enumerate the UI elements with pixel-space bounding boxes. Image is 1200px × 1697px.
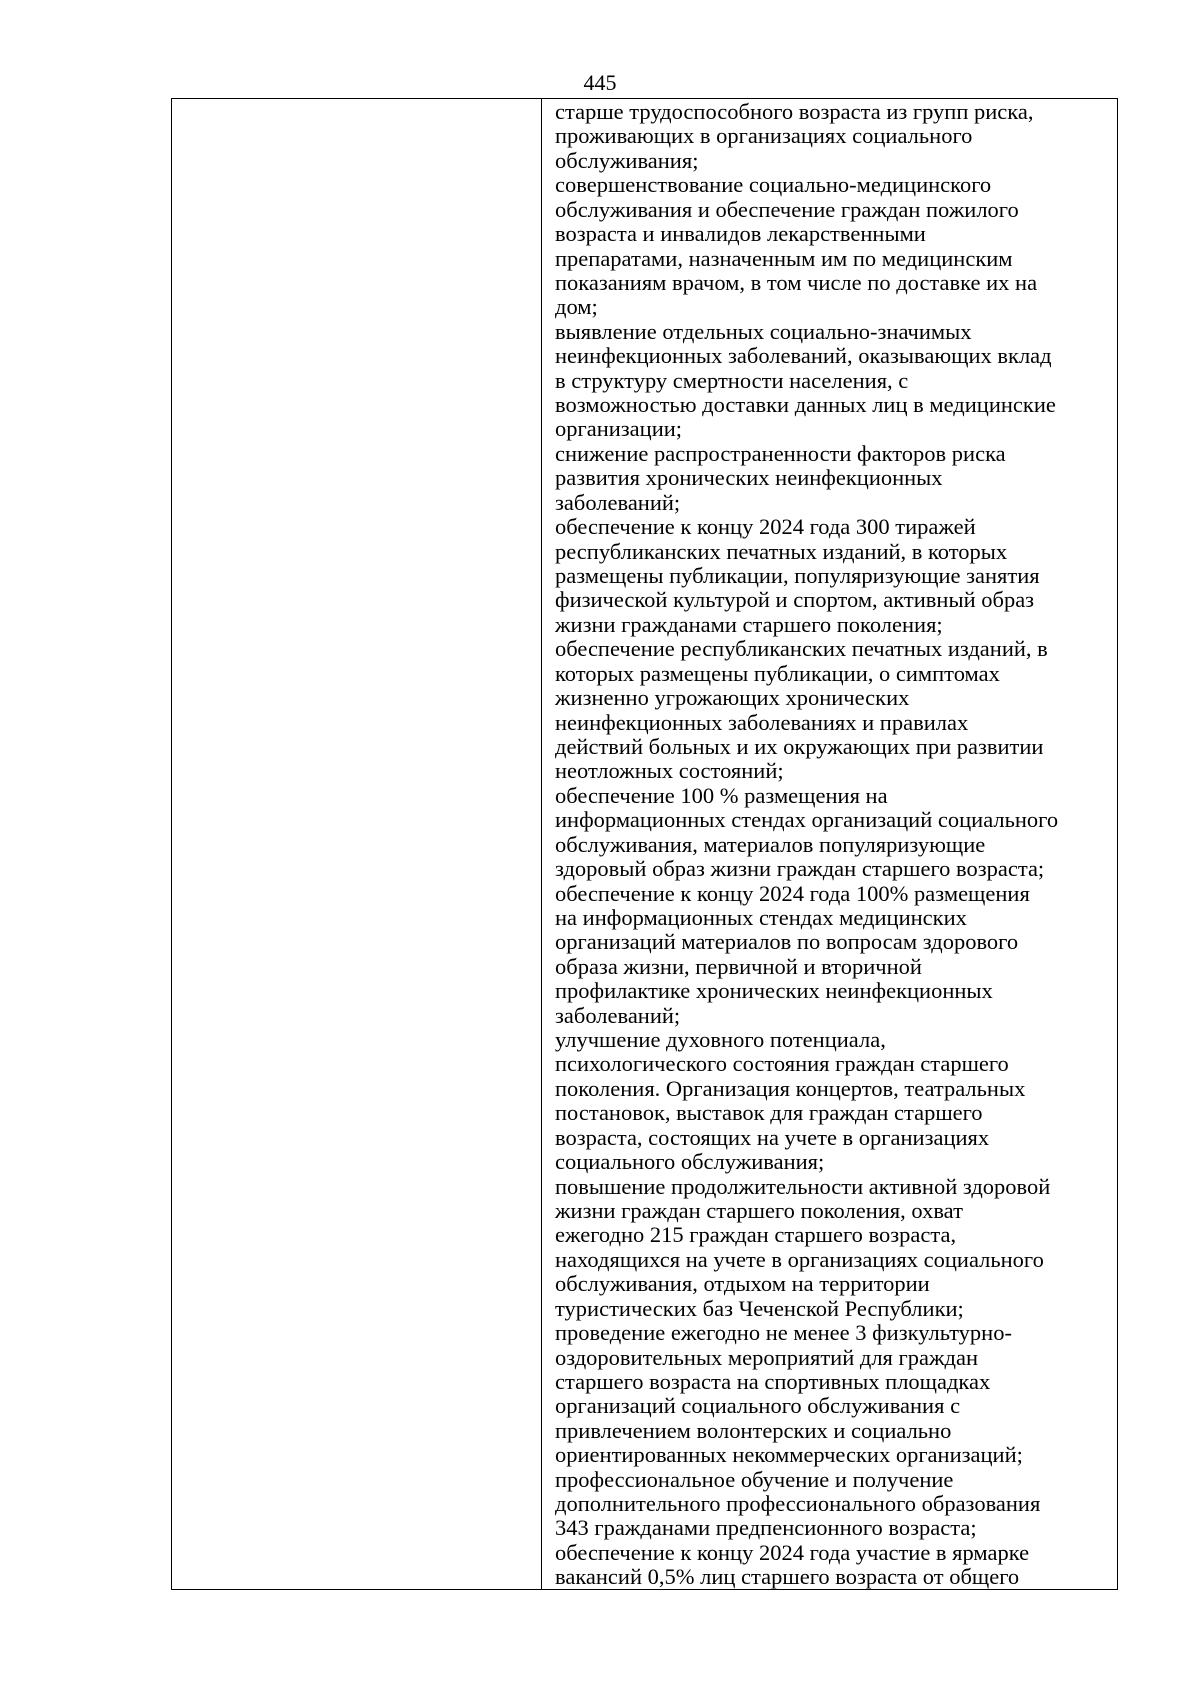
text-line: проживающих в организациях социального: [555, 123, 973, 149]
text-line: заболеваний;: [555, 1002, 681, 1028]
text-line: размещены публикации, популяризующие занятия: [555, 563, 1040, 589]
text-line: постановок, выставок для граждан старшего: [555, 1100, 983, 1126]
text-line: жизни гражданами старшего поколения;: [555, 611, 943, 637]
text-line: психологического состояния граждан старшего: [555, 1051, 1009, 1077]
text-line: обслуживания, материалов популяризующие: [555, 831, 986, 857]
text-line: неотложных состояний;: [555, 758, 784, 784]
table-cell-left-empty: [172, 99, 542, 1589]
text-line: привлечением волонтерских и социально: [555, 1417, 952, 1443]
text-line: ежегодно 215 граждан старшего возраста,: [555, 1222, 957, 1248]
text-line: на информационных стендах медицинских: [555, 904, 967, 930]
text-line: профилактике хронических неинфекционных: [555, 978, 993, 1004]
text-line: заболеваний;: [555, 489, 681, 515]
text-line: обслуживания, отдыхом на территории: [555, 1271, 930, 1297]
text-line: обеспечение к концу 2024 года 300 тиражей: [555, 514, 976, 540]
text-line: улучшение духовного потенциала,: [555, 1027, 886, 1053]
text-line: дополнительного профессионального образования: [555, 1491, 1041, 1517]
text-line: ориентированных некоммерческих организаций;: [555, 1442, 1023, 1468]
text-line: проведение ежегодно не менее 3 физкультурно-: [555, 1320, 1012, 1346]
text-line: выявление отдельных социально-значимых: [555, 318, 972, 344]
text-line: 343 гражданами предпенсионного возраста;: [555, 1515, 977, 1541]
text-line: старше трудоспособного возраста из групп риска,: [555, 99, 1034, 124]
text-line: показаниям врачом, в том числе по доставке их на: [555, 269, 1038, 295]
text-line: в структуру смертности населения, с: [555, 367, 909, 393]
text-line: физической культурой и спортом, активный образ: [555, 587, 1035, 613]
text-line: возраста, состоящих на учете в организациях: [555, 1124, 990, 1150]
text-line: действий больных и их окружающих при развитии: [555, 733, 1044, 759]
text-line: находящихся на учете в организациях социального: [555, 1246, 1044, 1272]
text-line: обслуживания;: [555, 147, 699, 173]
text-line: туристических баз Чеченской Республики;: [555, 1295, 964, 1321]
text-line: образа жизни, первичной и вторичной: [555, 953, 922, 979]
text-line: повышение продолжительности активной здоровой: [555, 1173, 1051, 1199]
text-line: информационных стендах организаций социального: [555, 807, 1059, 833]
text-line: обеспечение 100 % размещения на: [555, 782, 888, 808]
page-number: 445: [583, 70, 617, 95]
text-line: снижение распространенности факторов риска: [555, 440, 1006, 466]
text-line: совершенствование социально-медицинского: [555, 172, 992, 198]
text-line: поколения. Организация концертов, театральных: [555, 1075, 1026, 1101]
text-line: организации;: [555, 416, 683, 442]
text-line: старшего возраста на спортивных площадках: [555, 1368, 991, 1394]
text-line: которых размещены публикации, о симптомах: [555, 660, 1000, 686]
text-line: профессиональное обучение и получение: [555, 1466, 954, 1492]
text-line: жизненно угрожающих хронических: [555, 685, 910, 711]
text-line: препаратами, назначенным им по медицинским: [555, 245, 1013, 271]
text-line: возможностью доставки данных лиц в медицинские: [555, 392, 1056, 418]
table-cell-right-text: [542, 99, 1117, 1589]
text-line: оздоровительных мероприятий для граждан: [555, 1344, 979, 1370]
text-line: здоровый образ жизни граждан старшего возраста;: [555, 856, 1045, 882]
text-line: дом;: [555, 294, 598, 320]
text-line: жизни граждан старшего поколения, охват: [555, 1197, 963, 1223]
text-line: неинфекционных заболеваниях и правилах: [555, 709, 969, 735]
text-line: возраста и инвалидов лекарственными: [555, 221, 926, 247]
text-line: социального обслуживания;: [555, 1149, 825, 1175]
text-line: обеспечение к концу 2024 года участие в ярмарке: [555, 1539, 1030, 1565]
text-line: организаций материалов по вопросам здорового: [555, 929, 1019, 955]
text-line: обслуживания и обеспечение граждан пожилого: [555, 196, 1019, 222]
text-line: республиканских печатных изданий, в которых: [555, 538, 1008, 564]
text-line: развития хронических неинфекционных: [555, 465, 943, 491]
text-line: неинфекционных заболеваний, оказывающих вклад: [555, 343, 1052, 369]
document-table: [171, 98, 1118, 1590]
text-line: вакансий 0,5% лиц старшего возраста от общего: [555, 1564, 1020, 1589]
text-line: организаций социального обслуживания с: [555, 1393, 961, 1419]
text-line: обеспечение республиканских печатных изданий, в: [555, 636, 1048, 662]
text-line: обеспечение к концу 2024 года 100% размещения: [555, 880, 1030, 906]
